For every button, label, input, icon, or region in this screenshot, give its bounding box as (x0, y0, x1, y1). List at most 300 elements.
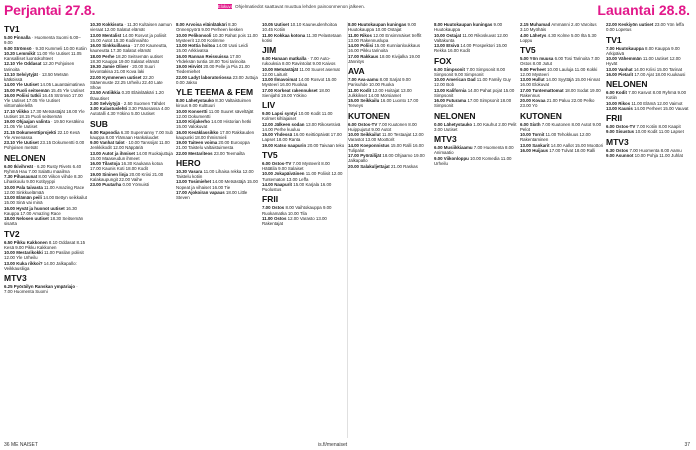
program-details: 7.00 Mysteerit 8.00 Hätätila 9.00 Salaiset (262, 160, 330, 171)
program-time-title: 10.00 Vähemmän (606, 56, 642, 61)
program-details: 10.30 Rahat pois 11.00 Mysteerit 12.00 Kotimme (176, 32, 258, 43)
program-details: 17.00 Yhdeksän tuntia 18.00 Tosi tarinoita (176, 53, 246, 64)
program-listing (348, 164, 431, 169)
program-listing (176, 43, 259, 54)
program-listing (4, 72, 87, 83)
channel-heading: FRII (262, 194, 279, 205)
program-time-title: 13.00 Mentalist (90, 32, 122, 38)
program-time-title: 23.00 Puutarha (90, 182, 122, 187)
program-time-title: 9.00 Asunnot (606, 152, 634, 158)
program-time-title: 2.15 Muhamad (520, 22, 551, 27)
program-listing (176, 22, 259, 33)
program-details: · 20.00 Suuri leivontakisa 21.00 Kova laki (90, 64, 155, 75)
program-listing (520, 56, 603, 67)
program-time-title: 11.00 Rikos (348, 32, 372, 38)
program-details: 17.00 Tulvat 18.00 Ralli (548, 147, 596, 153)
program-details: 12.00 Hoitajat 13.00 Julkkikset 14.00 Morsiamet (348, 87, 412, 98)
program-details: · 13.50 Metsän kätköissä (4, 71, 69, 82)
channel-heading: NELONEN (434, 110, 476, 121)
program-listing (262, 216, 345, 227)
program-listing (348, 143, 431, 154)
program-listing (4, 240, 87, 251)
program-details: 8.00 Kauppa 9.00 Arkipäivä (606, 45, 680, 56)
program-listing (4, 216, 87, 227)
program-time-title: 17.00 Rakkaus (348, 53, 379, 59)
program-listing (90, 130, 173, 141)
program-listing (4, 140, 87, 151)
program-listing (262, 56, 345, 67)
program-details: 14.00 Historian hetki 15.00 Valokuvat (176, 119, 252, 130)
program-details: 14.00 Metsästäjä 15.00 Nopeat ja vihaiset 16.00 Tie (176, 179, 258, 190)
program-listing (90, 22, 173, 33)
program-details: 8.30 Onnenpyörä 9.00 Perheen kesken (176, 22, 243, 33)
program-time-title: 21.15 Dokumenttiprojekti (4, 129, 57, 135)
schedule-column (4, 22, 87, 438)
program-listing (4, 284, 87, 295)
legend-badge-elokuva: Elokuva (218, 4, 233, 9)
program-time-title: 9.00 Lapsi syntyi (262, 111, 298, 116)
program-time-title: 17.00 Tuntemattomat (520, 87, 564, 93)
program-listing (262, 161, 345, 172)
program-listing (606, 90, 689, 101)
program-time-title: 19.00 Sininen linja (90, 171, 129, 177)
program-time-title: 19.00 Taiteen voima (176, 140, 218, 145)
program-time-title: 13.00 Sankarit (520, 142, 550, 148)
program-details: 14.05 Lauantaimatinea (38, 82, 85, 88)
program-details: 14.00 Ruokajuttuja 15.00 Maaseudun ihmeet (90, 150, 173, 161)
day-title-friday: Perjantai 27.8. (4, 2, 96, 18)
program-listing (4, 185, 87, 196)
program-time-title: 8.00 Lähetystauko (176, 98, 215, 103)
program-time-title: 5.00 Yön muusa (520, 56, 554, 61)
program-listing (434, 88, 517, 99)
program-details: 11.00 Pasilan poliisit 12.00 Yle Urheilu (4, 250, 84, 261)
legend-text: Ohjelmatiedot saattavat muuttua lehden painoonmenon jälkeen. (235, 4, 365, 9)
program-time-title: 13.00 Autot ja ihmiset (90, 150, 135, 156)
program-listing (520, 122, 603, 133)
program-listing (90, 172, 173, 183)
program-time-title: 12.00 Jälkeen sodan (262, 121, 305, 127)
channel-heading: NELONEN (606, 79, 648, 89)
site-url: is.fi/menaiset (318, 442, 348, 448)
program-listing (262, 77, 345, 88)
program-details: 10.00 Lauluja 11.00 Kokki 12.00 Mysteeri (520, 66, 598, 77)
program-details: 10.00 Kodit 11.00 Kolmet kihlajaiset (262, 111, 333, 122)
program-details: 11.00 Lihaisa rekka 12.00 Taistelu kotiin (176, 168, 254, 179)
program-details: 16.00 Luonto 17.00 Terveys (348, 98, 419, 109)
program-listing (176, 151, 259, 156)
program-details: 14.00 Aallot 15.00 Moottori (549, 142, 603, 148)
program-time-title: 17.00 Korkeat rakennukset (262, 87, 318, 93)
program-details: 17.00 Simpsonit 18.00 Simpsonit (434, 98, 512, 109)
program-details: 14.00 Rosvot ja poliisit 15.00 Autot 15.30 Kodinvaihto (90, 32, 167, 43)
program-time-title: 15.00 Seikkailu (348, 98, 380, 103)
channel-heading: AVA (348, 66, 365, 76)
program-details: 18.00 Sienijahti 19.00 Yökino (262, 87, 330, 98)
program-listing (176, 140, 259, 151)
program-details: 14.00 Rosvot 15.00 Mysteeri 16.00 Ruokaa (262, 77, 337, 88)
program-details: 17.00 Rakkauden kaupunki 18.00 Ihmismieli (176, 129, 255, 140)
program-listing (90, 90, 173, 101)
program-listing (348, 98, 431, 109)
program-details: 17.00 Ajat 18.00 Kuukausi (633, 71, 686, 77)
program-time-title: 9.00 Vanhat talot (90, 140, 125, 145)
schedule-columns (4, 22, 692, 438)
program-listing (262, 67, 345, 78)
program-time-title: 6.00 Hanaan matkalla (262, 56, 307, 61)
program-listing (90, 140, 173, 151)
program-listing (434, 33, 517, 44)
program-listing (90, 64, 173, 75)
program-listing (4, 93, 87, 109)
program-time-title: 8.00 Huutokaupan kuningas (348, 22, 407, 27)
program-listing (4, 51, 87, 62)
program-listing (4, 195, 87, 206)
legend (218, 4, 365, 9)
program-details: 20.00 Kriisi 21.00 Kalakaupungit 22.00 Vaihe (90, 171, 164, 182)
program-listing (520, 22, 603, 33)
program-details: 11.00 Uutiset 12.00 Hyvät (606, 56, 681, 67)
program-time-title: 16.00 Futurama (434, 98, 467, 103)
program-listing (262, 143, 345, 148)
program-details: 14.00 Kriisi 15.00 Tarinat (632, 66, 683, 72)
program-listing (262, 182, 345, 193)
program-details: · 9.30 Kummeli 10.00 Kotiin (31, 45, 87, 51)
program-details: 10.00 Pohja 11.00 Juhlat (633, 152, 683, 158)
program-details: 14.00 Jalkapallo: Veikkausliiga (4, 260, 77, 271)
program-time-title: 16.00 Huijaus (520, 147, 549, 153)
program-listing (262, 122, 345, 133)
program-time-title: 0.00 Lähetystauko (434, 121, 473, 127)
program-listing (520, 33, 603, 44)
program-listing (520, 98, 603, 109)
channel-heading: KUTONEN (348, 110, 390, 121)
program-details: · 11.30 Kultaisen aamun vieraat 12.00 Salatut elämät (90, 22, 172, 33)
program-details: 16.45 Strömsö 17.00 Yle Uutiset 17.05 Yle Uutiset viittomakielellä (4, 92, 83, 109)
program-time-title: 13.00 Vanhat (606, 66, 633, 72)
program-details: 20.00 Taivaan teko (306, 142, 345, 148)
program-listing (348, 122, 431, 133)
schedule-column (434, 22, 517, 438)
program-time-title: 10.00 Pelikonsoli (176, 32, 212, 38)
program-details: 3.30 Pääosassa 4.00 Autotalli 4.30 Yökino 5.00 Uutiset (90, 106, 170, 117)
program-listing (606, 22, 689, 33)
program-time-title: 6.00 Rapsodia (90, 129, 120, 135)
program-details: 6.30 Supernanny 7.00 Sub kauppa 8.00 Ylämaan Hankaluudet (90, 129, 173, 140)
program-details: 11.00 Rikoskuvat 12.00 Valtakunta (434, 32, 508, 43)
program-details: 20.00 Pelle ja Pia 21.00 Tiedemiehet (176, 64, 250, 75)
program-details: 8.00 Sarjat 9.00 Parisuhde 10.00 Ruoka (348, 77, 411, 88)
schedule-column (90, 22, 173, 438)
program-details: 14.00 Bettyn seikkailut 15.00 Sinä vai minä (4, 195, 87, 206)
program-listing (176, 119, 259, 130)
program-details: 11.00 Yle Uutiset 11.05 Kansalliset luontokohteet (4, 50, 82, 61)
program-details: 23.00 Juttuja 0.00 Jakso (176, 74, 258, 85)
program-time-title: 19.00 Hirviöt (176, 64, 203, 69)
program-time-title: 10.00 Pala taivasta (4, 184, 43, 190)
program-details: 7.00 Kotiin 8.00 Kaapit (635, 124, 681, 129)
program-listing (606, 106, 689, 111)
program-listing (4, 174, 87, 185)
program-time-title: 6.00 Simpsonit (434, 66, 465, 72)
program-time-title: 19.30 Jamie Oliver (90, 64, 129, 69)
program-listing (434, 67, 517, 78)
channel-heading: TV1 (4, 24, 20, 34)
program-details: 14.00 Uusi Leidi 15.00 Arkkivatsa (176, 43, 248, 54)
program-time-title: 10.00 Ostajat (434, 32, 462, 38)
program-time-title: 6.25 Pyöräilyn Ranskan ympäriajo (4, 284, 76, 289)
program-time-title: 6.00 Kodit (606, 90, 627, 95)
program-listing (90, 54, 173, 65)
program-listing (262, 205, 345, 216)
program-listing (90, 33, 173, 44)
program-details: Ammanni 2.40 Varoitus 3.10 Myöhäis (520, 22, 597, 33)
program-details: 18.00 Ohjaamo 19.00 Jalkapallo (348, 153, 425, 164)
channel-heading: TV5 (520, 45, 536, 55)
program-time-title: 6.00 Musiikkiaamu (434, 145, 473, 150)
program-time-title: 10.00 Rikos (606, 100, 631, 106)
program-time-title: 9.00 Viikonloppu (434, 155, 469, 161)
program-details: 1.00 Kauhut 2.00 Pelit 3.00 Uutiset (434, 121, 517, 132)
program-details: 11.00 Suuret säveltäjät 12.00 Dokumentti (176, 108, 254, 119)
program-listing (90, 151, 173, 162)
page-header (0, 0, 696, 20)
program-listing (348, 132, 431, 143)
program-time-title: 10.00 American Dad (434, 77, 476, 82)
program-listing (176, 54, 259, 65)
program-time-title: 8.00 Arvoisa eläinlääkäri (176, 22, 227, 27)
program-details: · Huomenta Suomi 6.00–9.00 (4, 35, 81, 46)
program-time-title: 13.00 Hullut (520, 77, 545, 82)
program-details: 7.00 Kuutonen 8.00 Autot 9.00 Pelot (520, 121, 602, 132)
program-time-title: 2.00 Selviytyjä (90, 100, 121, 106)
program-details: 14.00 Prospektori 15.00 Rekka 16.00 Kodit (434, 43, 507, 54)
program-details: 12.00 Ensimmäiset treffit 13.00 Rakennuslupa (348, 32, 422, 43)
program-listing (4, 206, 87, 217)
program-time-title: 13.00 Tosimiehet (176, 179, 212, 185)
program-details: 23.15 Dokumentti 0.00 Pohjoisen metsät (4, 140, 85, 151)
channel-heading: LIV (262, 100, 276, 110)
program-time-title: 10.30 Vasara (176, 168, 203, 174)
program-time-title: 22.00 Ladyt laboratoriossa (176, 74, 232, 80)
program-details: 15.45 Yle Uutiset (49, 87, 85, 93)
program-details: 7.00 Simpsonit 8.00 Simpsonit 9.00 Simpsonit (434, 66, 506, 77)
program-time-title: 22.00 Mestariteos (176, 150, 213, 156)
program-time-title: 7.30 Pihasaunat (4, 174, 38, 179)
program-details: 18.00 Sodat 19.00 Rakennus (520, 87, 601, 98)
program-listing (348, 88, 431, 99)
program-details: 18.20 Seitsemän uutiset 18.30 Kauppa 19.00 Salatut elämät (90, 53, 163, 64)
program-listing (4, 130, 87, 141)
program-details: 11.00 Elämä 12.00 Vaimot (630, 100, 683, 106)
program-time-title: 17.00 Pyöräilijät (348, 153, 382, 158)
channel-heading: HERO (176, 157, 201, 168)
program-time-title: 20.00 Salakuljettajat (348, 163, 390, 169)
program-time-title: 16.00 Tilastoja (90, 161, 120, 166)
program-time-title: 22.00 Kymmenen uutiset (90, 74, 142, 80)
program-listing (4, 61, 87, 72)
program-details: 16.30 Kaukana kotoa 17.00 Kaunis Koti 18.00 Kodit (90, 161, 163, 172)
program-details: · 2.50 Suomen Tähdet (120, 100, 165, 106)
program-time-title: 11.00 Kokkaa kotona (262, 32, 306, 38)
program-details: · 19.50 Kesäkino 21.05 Yle Uutiset (4, 119, 85, 130)
program-details: 14.00 Syyttäjä 15.00 Hinnat 16.00 Elokuvat (520, 77, 600, 88)
program-listing (176, 98, 259, 109)
program-details: 23.00 Teemailta (212, 150, 245, 156)
channel-heading: FOX (434, 55, 452, 66)
program-time-title: 10.00 Metsästäjät (262, 66, 299, 72)
program-listing (90, 75, 173, 91)
program-listing (90, 43, 173, 54)
program-time-title: 14.00 Koeponnistus (348, 142, 390, 148)
program-time-title: 13.00 Ilmavoimat (262, 77, 298, 82)
program-time-title: 10.00 Seikkailut (348, 132, 381, 137)
page-footer (0, 439, 696, 450)
program-details: 20.00 Eurooppa 21.00 Taistelu valtaistuimesta (176, 140, 250, 151)
program-details: 7.00 Huomenta 8.00 Aamu (628, 147, 682, 153)
program-listing (606, 153, 689, 158)
program-listing (176, 33, 259, 44)
program-time-title: 10.00 Jokapäiväinen (262, 171, 305, 177)
program-listing (606, 72, 689, 77)
channel-heading: YLE TEEMA & FEM (176, 87, 254, 97)
program-details: · 7.00 Huomenta Suomi (4, 284, 78, 295)
program-listing (176, 75, 259, 86)
program-time-title: 16.00 Rannan Reissuissa (176, 53, 229, 59)
program-listing (90, 106, 173, 117)
program-details: 18.00 Kivijalka 19.00 Jännitys (348, 53, 421, 64)
program-time-title: 13.10 Selviytyjät (4, 71, 38, 77)
program-time-title: 3.00 Kalastuslehti (90, 106, 128, 111)
program-time-title: 7.00 Ostos (262, 205, 285, 211)
program-listing (176, 64, 259, 75)
program-time-title: 8.00 Huutokaupan kuningas (434, 22, 493, 27)
program-details: 10.10 Kauneudenhoitoa 10.45 Kotiin (262, 22, 337, 33)
channel-heading: TV2 (4, 228, 20, 239)
channel-heading: JIM (262, 45, 277, 55)
program-time-title: 18.00 Nelosen uutiset (4, 216, 49, 221)
program-time-title: 15.00 Yhdessä (262, 132, 293, 137)
program-time-title: 5.00 Pinnalla (4, 35, 31, 40)
channel-heading: MTV3 (434, 134, 457, 144)
program-time-title: 14.00 Yle Uutiset (4, 82, 39, 88)
program-time-title: 17.00 Ajokoiran vapaus (176, 189, 225, 195)
program-time-title: 10.30 Kokkisota (90, 22, 124, 27)
program-time-title: 15.00 Puoli seitsemän (4, 87, 50, 93)
program-time-title: 9.00 Strömsö (4, 45, 32, 51)
program-details: 10.00 Kodit 11.00 Lapset (634, 129, 684, 135)
program-details: 17.30 Metsästäjät 18.00 Yle Uutiset 18.15 Puoli seitsemän (4, 108, 85, 119)
program-listing (434, 122, 517, 133)
program-details: 9.00 Huutokauppa (434, 22, 503, 33)
program-details: · 7.00 Auto-rukouksia 8.00 Ravintolat 9.00 Kaivos (262, 56, 336, 67)
program-time-title: 12.10 Yle Oddasat (4, 61, 42, 67)
program-time-title: 13.00 Kuka rikkoi? (4, 260, 44, 266)
program-details: · 6.20 Rusty Rivets 6.40 Ryhmä Hau 7.00 Salattu maailma (4, 163, 82, 174)
program-details: 14.00 Pahat pojat 15.00 Simpsonit (434, 87, 515, 98)
program-details: 0.00 Yömuisti (121, 182, 149, 187)
program-listing (434, 43, 517, 54)
program-listing (606, 46, 689, 57)
program-time-title: 6.00 Ikivihreät (4, 163, 34, 169)
program-details: 22.20 Sääennuste 22.25 Urheilu 22.40 Late Show (90, 74, 163, 90)
program-details: 7.00 Kasvot 8.00 Ryhmä 9.00 Kotiin (606, 90, 687, 101)
program-listing (176, 169, 259, 180)
program-listing (434, 22, 517, 33)
program-details: 11.30 Pelastetaan kotisi (262, 32, 342, 43)
program-time-title: 10.00 Mestarikokki (4, 250, 43, 255)
program-details: 10.00 Komedia 11.00 Urheilu (434, 155, 512, 166)
program-listing (348, 153, 431, 164)
program-listing (520, 148, 603, 153)
program-listing (606, 56, 689, 67)
program-time-title: 6.50 Pikku Kakkonen (4, 239, 48, 245)
program-listing (520, 77, 603, 88)
program-details: 8.10 Oddasat 8.15 Kesä 9.00 Pikku Kakkonen (4, 239, 86, 250)
channel-heading: TV5 (262, 149, 278, 160)
program-listing (262, 171, 345, 182)
channel-heading: FRII (606, 113, 623, 123)
program-listing (176, 179, 259, 190)
program-time-title: 6.00 Sixth (520, 121, 541, 127)
channel-heading: TV1 (606, 34, 622, 45)
program-time-title: 19.00 Katso naapurin (262, 142, 307, 148)
schedule-column (520, 22, 603, 438)
program-details: 0.20 Eläinlääkäri 1.20 Iltauutiset (90, 90, 164, 101)
program-time-title: 13.00 Hottia hoitoa (176, 43, 216, 48)
program-details: 16.00 Keittiöpäivät 17.00 Lapset 18.00 Ranta (262, 132, 342, 143)
program-listing (4, 109, 87, 120)
program-listing (4, 164, 87, 175)
program-details: 11.00 Family Guy 12.00 Bob (434, 77, 511, 88)
program-details: 12.00 Varasto 13.00 Rakentajat (262, 215, 327, 226)
program-details: 15.00 Karjala 16.00 Puolustus (262, 181, 332, 192)
program-time-title: 16.00 Hyvät ja huonot uutiset (4, 205, 65, 211)
program-details: 18.00 Little Steven (176, 189, 248, 200)
program-time-title: 11.00 Ostos (262, 215, 287, 221)
program-time-title: 13.00 Kalifornia (434, 87, 467, 93)
program-details: 11.00 Suuret asemat 12.00 Laiturit (262, 66, 340, 77)
program-details: 12.20 Pohjoisen tarinoita (4, 61, 75, 72)
program-listing (4, 119, 87, 130)
program-details: 7.00 Kuutonen 8.00 Huippujutut 9.00 Autot (348, 121, 417, 132)
program-time-title: 10.00 Konsertti (176, 108, 208, 114)
program-listing (434, 77, 517, 88)
channel-heading: NELONEN (4, 152, 46, 163)
program-details: 7.00 Huomenta 8.00 Animaatio (434, 145, 514, 156)
program-time-title: 19.00 Ohjaajan valinta (4, 119, 50, 124)
program-time-title: 7.00 Ava-aamu (348, 77, 379, 82)
program-time-title: 7.00 Huutokauppa (606, 45, 644, 51)
schedule-column (606, 22, 689, 438)
program-details: 8.30 Valtaistuimen kirous 9.00 Kulttuuri (176, 98, 252, 109)
program-details: · 10.00 Tanssijat 11.00 Jenkkikodit 12.00 Näppäriä (90, 140, 170, 151)
program-listing (4, 261, 87, 272)
program-listing (434, 145, 517, 156)
program-details: 21.00 Raskas (389, 163, 418, 169)
program-listing (90, 182, 173, 187)
program-time-title: 20.00 Kovaa (520, 98, 546, 103)
program-details: 14.00 Perheet 15.00 Vauvat (632, 105, 689, 111)
program-time-title: 22.00 Keskiyön uutiset (606, 22, 654, 27)
program-time-title: 14.00 Naapurit (262, 181, 293, 187)
schedule-column (176, 22, 259, 438)
program-listing (4, 250, 87, 261)
program-listing (606, 129, 689, 134)
program-listing (262, 33, 345, 44)
program-time-title: 13.00 Elämän peili (4, 195, 42, 200)
program-time-title: 10.00 Tornit (520, 132, 545, 137)
